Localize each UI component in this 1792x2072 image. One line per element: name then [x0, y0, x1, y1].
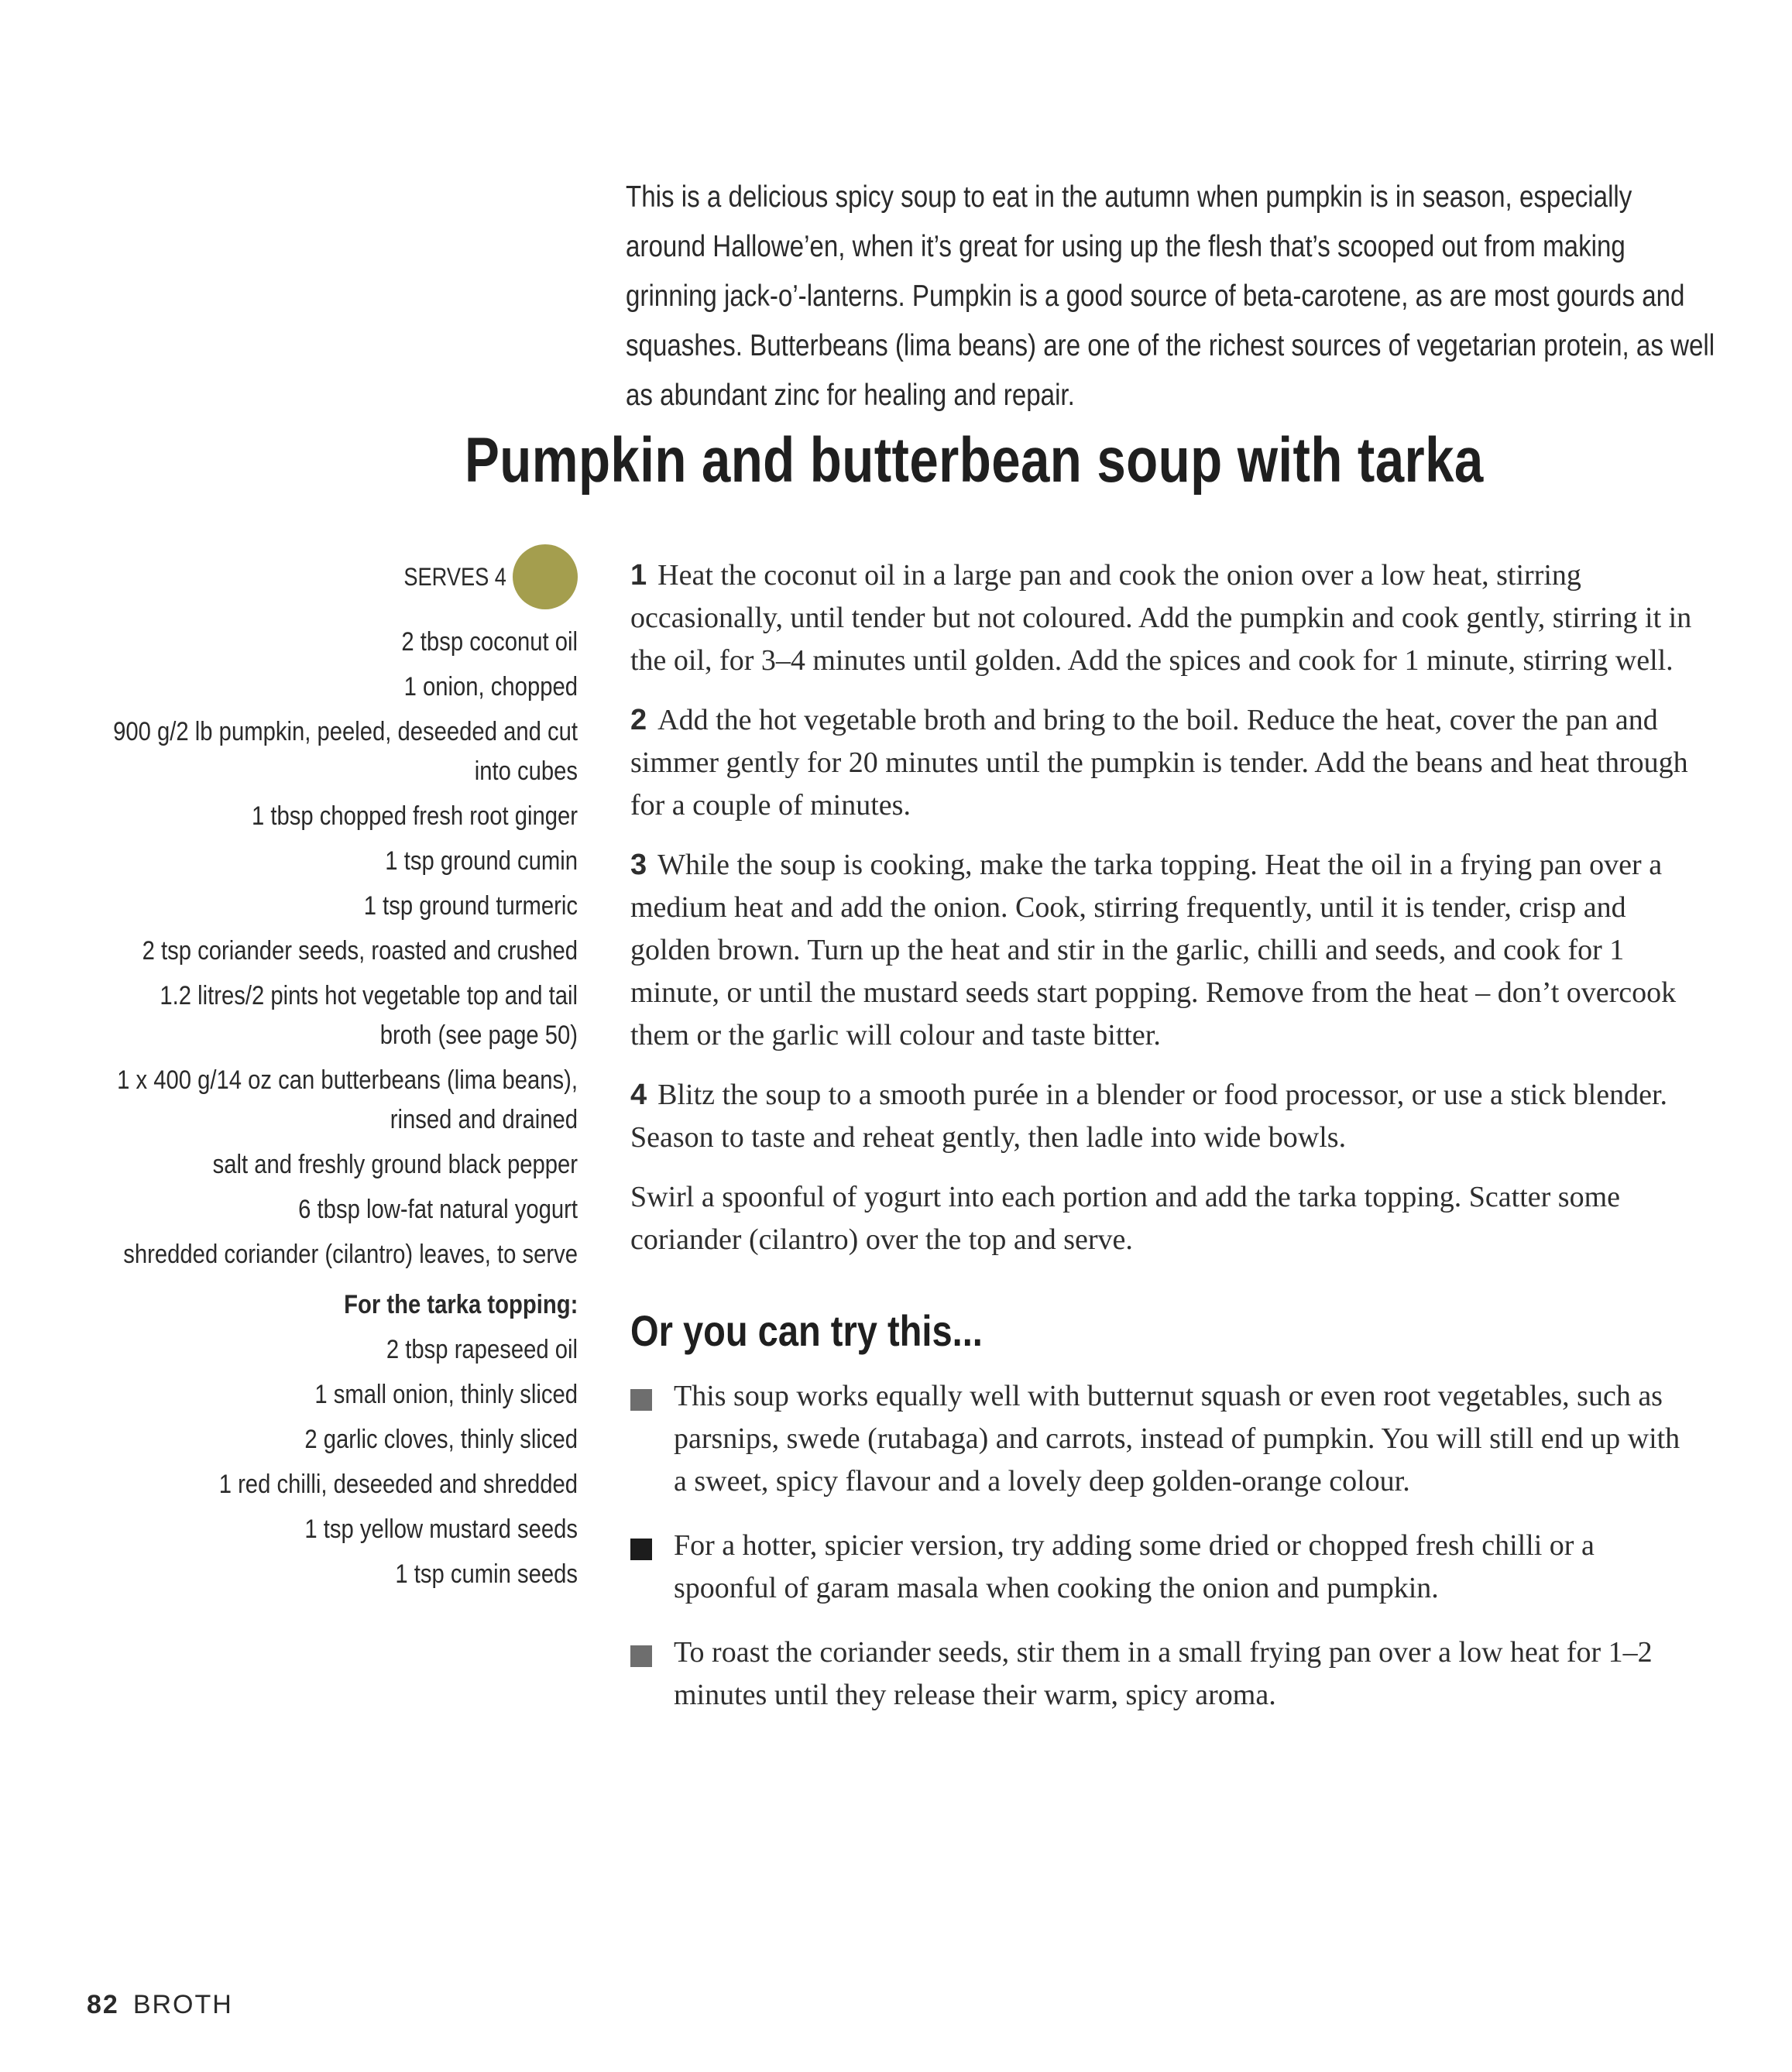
square-bullet-icon — [630, 1389, 652, 1411]
tips-list — [630, 1375, 1699, 1717]
serves-dot-icon — [513, 544, 578, 609]
serve-note: Swirl a spoonful of yogurt into each portion and add the tarka topping. Scatter some coriander (cilantro) over the top and serve. — [630, 1181, 1620, 1256]
ingredient-item: 1 red chilli, deseeded and shredded — [218, 1470, 578, 1499]
ingredient-item: 1 small onion, thinly sliced — [314, 1380, 578, 1409]
serves-label: SERVES 4 — [403, 562, 506, 591]
method-step — [630, 554, 1699, 682]
ingredient-item: 2 tbsp rapeseed oil — [386, 1335, 578, 1364]
ingredient-item: 1.2 litres/2 pints hot vegetable top and tail broth (see page 50) — [160, 981, 578, 1050]
try-this-heading: Or you can try this... — [630, 1306, 983, 1355]
ingredient-item: 2 tsp coriander seeds, roasted and crushed — [142, 936, 578, 966]
ingredient-item: 1 tsp yellow mustard seeds — [304, 1515, 578, 1544]
method-step — [630, 1074, 1699, 1159]
square-bullet-icon — [630, 1539, 652, 1560]
step-number: 1 — [630, 559, 647, 592]
step-text: Add the hot vegetable broth and bring to the boil. Reduce the heat, cover the pan and simmer gently for 20 minutes until the pumpkin is tender. Add the beans and heat through for a couple of minutes. — [630, 704, 1688, 822]
step-number: 2 — [630, 704, 647, 736]
tip-item: To roast the coriander seeds, stir them in a small frying pan over a low heat for 1–2 minutes until they release their warm, spicy aroma. — [630, 1631, 1699, 1717]
ingredient-item: 1 tsp cumin seeds — [395, 1559, 578, 1589]
method-step — [630, 844, 1699, 1057]
ingredient-item: 6 tbsp low-fat natural yogurt — [298, 1195, 578, 1224]
recipe-title: Pumpkin and butterbean soup with tarka — [465, 425, 1484, 496]
ingredient-item: 1 tsp ground turmeric — [363, 891, 578, 921]
method-column — [630, 554, 1699, 1738]
ingredient-item: 1 tbsp chopped fresh root ginger — [251, 801, 578, 831]
page-footer — [87, 1990, 233, 2020]
step-text: Blitz the soup to a smooth purée in a blender or food processor, or use a stick blender. Season to taste and reheat gently, then ladle into wide bowls. — [630, 1079, 1668, 1154]
step-text: Heat the coconut oil in a large pan and cook the onion over a low heat, stirring occasionally, until tender but not coloured. Add the pumpkin and cook gently, stirring it in the oil, for 3–4 minutes until golden. Add the spices and cook for 1 minute, stirring well. — [630, 559, 1692, 677]
tip-item: This soup works equally well with butternut squash or even root vegetables, such as parsnips, swede (rutabaga) and carrots, instead of pumpkin. You will still end up with a sweet, spicy flavour and a lovely deep golden-orange colour. — [630, 1375, 1699, 1503]
square-bullet-icon — [630, 1645, 652, 1667]
page-number: 82 — [87, 1990, 119, 2019]
ingredient-item: 2 tbsp coconut oil — [401, 627, 578, 657]
ingredient-list — [101, 623, 578, 1274]
tarka-heading: For the tarka topping: — [343, 1290, 578, 1319]
tip-item: For a hotter, spicier version, try adding some dried or chopped fresh chilli or a spoonful of garam masala when cooking the onion and pumpkin. — [630, 1525, 1699, 1610]
ingredient-item: 1 tsp ground cumin — [385, 846, 578, 876]
step-number: 4 — [630, 1079, 647, 1111]
ingredients-column — [101, 542, 578, 1600]
step-number: 3 — [630, 849, 647, 881]
tarka-ingredient-list — [101, 1330, 578, 1594]
ingredient-item: shredded coriander (cilantro) leaves, to serve — [123, 1240, 578, 1269]
ingredient-item: 900 g/2 lb pumpkin, peeled, deseeded and cut into cubes — [113, 717, 578, 786]
serves-row — [101, 542, 578, 612]
section-name: BROTH — [132, 1990, 233, 2019]
ingredient-item: 1 x 400 g/14 oz can butterbeans (lima beans), rinsed and drained — [117, 1065, 578, 1134]
method-step — [630, 699, 1699, 827]
step-text: While the soup is cooking, make the tarka topping. Heat the oil in a frying pan over a medium heat and add the onion. Cook, stirring frequently, until it is tender, crisp and golden brown. Turn up the heat and stir in the garlic, chilli and seeds, and cook for 1 minute, or until the mustard seeds start popping. Remove from the heat – don’t overcook them or the garlic will colour and taste bitter. — [630, 849, 1677, 1051]
ingredient-item: salt and freshly ground black pepper — [212, 1150, 578, 1179]
ingredient-item: 2 garlic cloves, thinly sliced — [304, 1425, 578, 1454]
intro-paragraph: This is a delicious spicy soup to eat in the autumn when pumpkin is in season, especially around Hallowe’en, when it’s great for using up the flesh that’s scooped out from making grinning jack-o’-lanterns. Pumpkin is a good source of beta-carotene, as are most gourds and squashes. Butterbeans (lima beans) are one of the richest sources of vegetarian protein, as well as abundant zinc for healing and repair. — [626, 180, 1715, 412]
ingredient-item: 1 onion, chopped — [403, 672, 578, 702]
